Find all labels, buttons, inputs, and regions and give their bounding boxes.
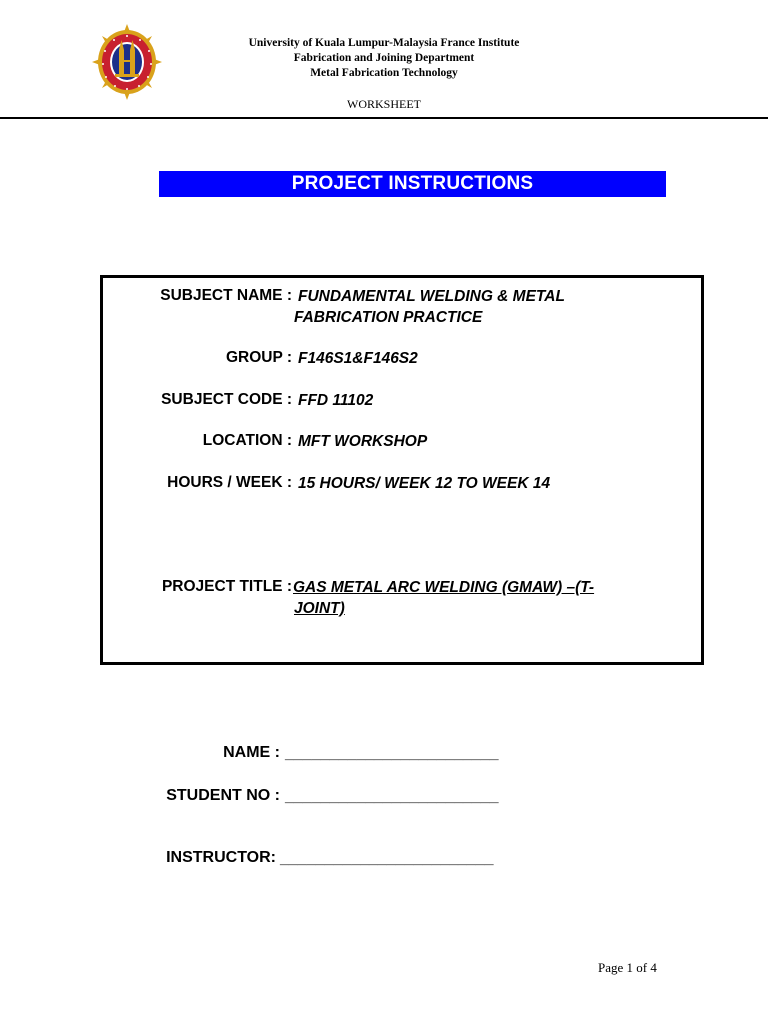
- page-number: Page 1 of 4: [598, 960, 657, 975]
- project-instructions-banner: PROJECT INSTRUCTIONS: [159, 171, 666, 197]
- institution-header: [180, 36, 588, 81]
- location-label: LOCATION :: [202, 432, 292, 449]
- instructor-input[interactable]: ________________________: [280, 850, 494, 867]
- subject-code-label: SUBJECT CODE :: [161, 391, 292, 408]
- document-type: WORKSHEET: [347, 97, 421, 111]
- subject-name-value-line2: FABRICATION PRACTICE: [294, 309, 483, 326]
- university-name: University of Kuala Lumpur-Malaysia France Institute: [248, 37, 520, 49]
- department-name: Fabrication and Joining Department: [293, 52, 475, 64]
- group-label: GROUP :: [225, 349, 292, 366]
- university-logo: [92, 24, 162, 100]
- instructor-label: INSTRUCTOR:: [166, 849, 276, 866]
- subject-name-value-line1: FUNDAMENTAL WELDING & METAL: [298, 288, 565, 305]
- student-no-label: STUDENT NO :: [166, 787, 280, 804]
- name-label: NAME :: [223, 744, 280, 761]
- project-title-value-line2: JOINT): [294, 600, 345, 617]
- group-value: F146S1&F146S2: [298, 350, 418, 367]
- project-info-box: [100, 275, 704, 665]
- project-title-value-line1: GAS METAL ARC WELDING (GMAW) –(T-: [293, 579, 595, 596]
- hours-week-value: 15 HOURS/ WEEK 12 TO WEEK 14: [298, 475, 551, 492]
- project-title-label: PROJECT TITLE :: [161, 578, 292, 595]
- subject-name-label: SUBJECT NAME :: [160, 287, 292, 304]
- program-name: Metal Fabrication Technology: [310, 67, 458, 79]
- subject-code-value: FFD 11102: [298, 392, 374, 409]
- header-divider: [0, 117, 768, 119]
- name-input[interactable]: ________________________: [285, 745, 499, 762]
- student-no-input[interactable]: ________________________: [285, 788, 499, 805]
- location-value: MFT WORKSHOP: [298, 433, 428, 450]
- hours-week-label: HOURS / WEEK :: [167, 474, 292, 491]
